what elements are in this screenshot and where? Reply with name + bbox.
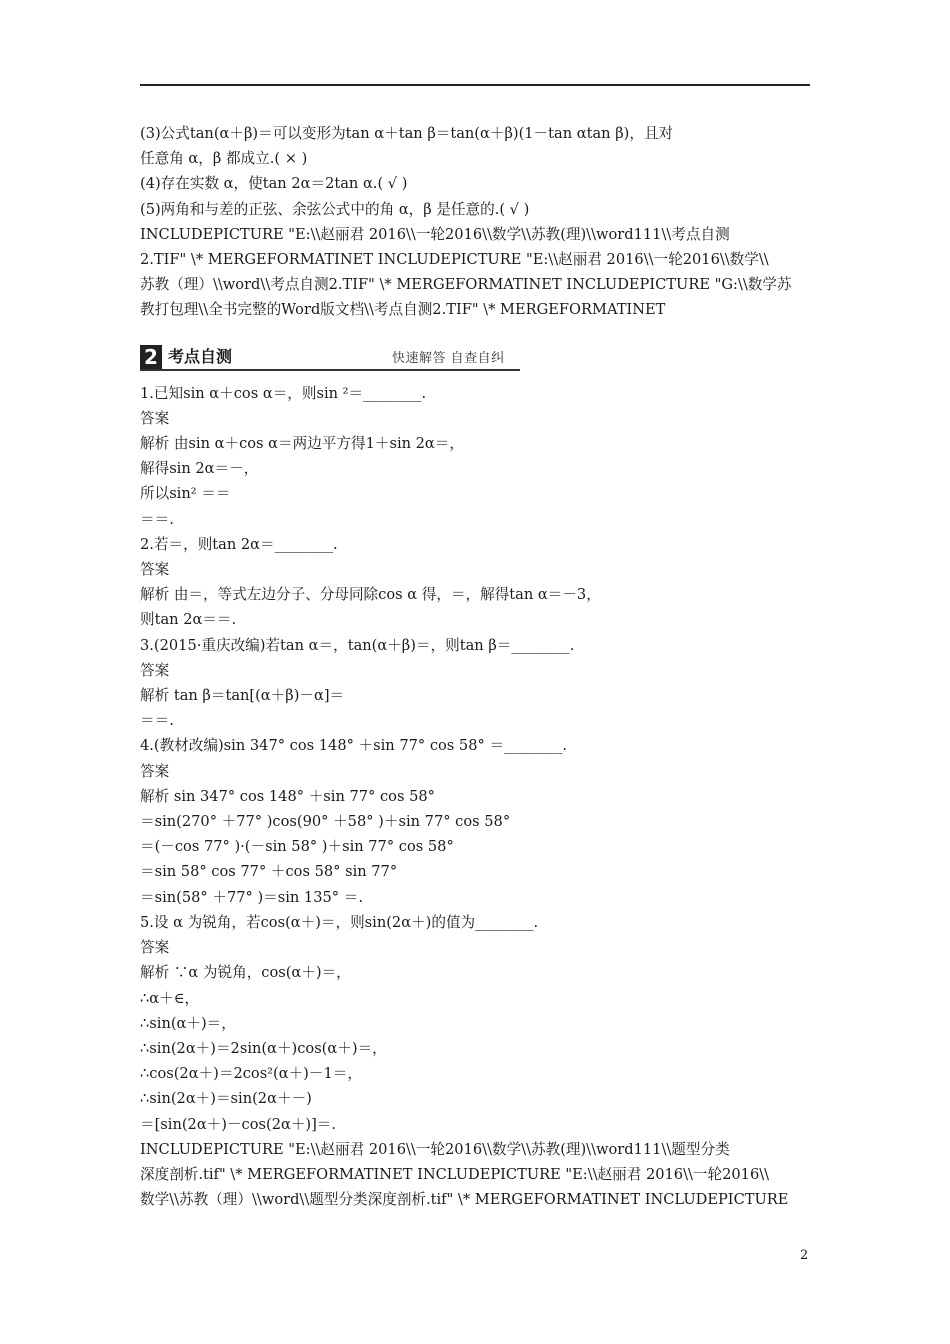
text-line: 解析 tan β＝tan[(α＋β)－α]＝ <box>140 687 345 705</box>
section-number-badge: 2 <box>140 345 162 369</box>
text-line: ＝sin(58° ＋77° )＝sin 135° ＝. <box>140 888 363 906</box>
text-line: 4.(教材改编)sin 347° cos 148° ＋sin 77° cos 58° ＝________. <box>140 737 568 755</box>
text-line: 解得sin 2α＝－， <box>140 460 259 478</box>
text-line: 解析 sin 347° cos 148° ＋sin 77° cos 58° <box>140 787 435 805</box>
text-line: ∴sin(2α＋)＝2sin(α＋)cos(α＋)＝， <box>140 1039 387 1057</box>
text-line: INCLUDEPICTURE "E:\\赵丽君 2016\\一轮2016\\数学\\苏教(理)\\word111\\题型分类 <box>140 1140 730 1158</box>
page-number: 2 <box>800 1248 809 1263</box>
text-line: ∴sin(2α＋)＝sin(2α＋－) <box>140 1090 312 1108</box>
text-line: 解析 ∵α 为锐角，cos(α＋)＝， <box>140 964 351 982</box>
text-line: 3.(2015·重庆改编)若tan α＝，tan(α＋β)＝，则tan β＝________. <box>140 636 575 654</box>
text-line: ∴cos(2α＋)＝2cos²(α＋)－1＝， <box>140 1065 362 1083</box>
text-line: 答案 <box>140 762 170 780</box>
text-line: 深度剖析.tif" \* MERGEFORMATINET INCLUDEPICTURE "E:\\赵丽君 2016\\一轮2016\\ <box>140 1165 770 1183</box>
text-line: (3)公式tan(α＋β)＝可以变形为tan α＋tan β＝tan(α＋β)(1－tan αtan β)，且对 <box>140 125 674 142</box>
text-line: 所以sin² ＝＝ <box>140 485 231 503</box>
text-line: 2.若＝，则tan 2α＝________. <box>140 535 338 553</box>
text-line: 答案 <box>140 939 170 957</box>
text-line: ＝＝. <box>140 712 174 730</box>
section-underline <box>140 369 520 371</box>
section-header <box>140 343 812 373</box>
text-line: (5)两角和与差的正弦、余弦公式中的角 α，β 是任意的.( √ ) <box>140 200 530 218</box>
document-body <box>140 121 812 1212</box>
section-subtitle: 快速解答 自查自纠 <box>392 350 505 366</box>
text-line: ∴sin(α＋)＝， <box>140 1014 236 1032</box>
text-line: ∴α＋∈， <box>140 989 200 1007</box>
text-line: 1.已知sin α＋cos α＝，则sin ²＝________. <box>140 384 427 402</box>
section-title: 考点自测 <box>168 346 233 366</box>
text-line: 则tan 2α＝＝. <box>140 611 237 629</box>
text-line: ＝sin 58° cos 77° ＋cos 58° sin 77° <box>140 863 398 881</box>
text-block-intro <box>140 121 812 323</box>
text-line: 答案 <box>140 561 170 579</box>
text-line: 答案 <box>140 409 170 427</box>
text-line: 答案 <box>140 661 170 679</box>
text-block-exercises <box>140 381 812 1213</box>
header-rule <box>140 84 810 86</box>
text-line: 2.TIF" \* MERGEFORMATINET INCLUDEPICTURE "E:\\赵丽君 2016\\一轮2016\\数学\\ <box>140 251 769 269</box>
text-line: 数学\\苏教（理）\\word\\题型分类深度剖析.tif" \* MERGEFORMATINET INCLUDEPICTURE <box>140 1191 789 1209</box>
text-line: (4)存在实数 α，使tan 2α＝2tan α.( √ ) <box>140 175 408 193</box>
text-line: 5.设 α 为锐角，若cos(α＋)＝，则sin(2α＋)的值为________. <box>140 913 539 931</box>
text-line: ＝sin(270° ＋77° )cos(90° ＋58° )＋sin 77° cos 58° <box>140 813 511 831</box>
text-line: 任意角 α，β 都成立.( × ) <box>140 150 308 168</box>
text-line: 教打包理\\全书完整的Word版文档\\考点自测2.TIF" \* MERGEFORMATINET <box>140 301 666 319</box>
text-line: 解析 由＝，等式左边分子、分母同除cos α 得，＝，解得tan α＝－3， <box>140 586 601 604</box>
text-line: ＝(－cos 77° )·(－sin 58° )＋sin 77° cos 58° <box>140 838 454 856</box>
text-line: ＝＝. <box>140 510 174 528</box>
text-line: 苏教（理）\\word\\考点自测2.TIF" \* MERGEFORMATINET INCLUDEPICTURE "G:\\数学苏 <box>140 276 792 294</box>
text-line: INCLUDEPICTURE "E:\\赵丽君 2016\\一轮2016\\数学\\苏教(理)\\word111\\考点自测 <box>140 225 730 243</box>
text-line: ＝[sin(2α＋)－cos(2α＋)]＝. <box>140 1115 337 1133</box>
text-line: 解析 由sin α＋cos α＝两边平方得1＋sin 2α＝， <box>140 435 464 453</box>
